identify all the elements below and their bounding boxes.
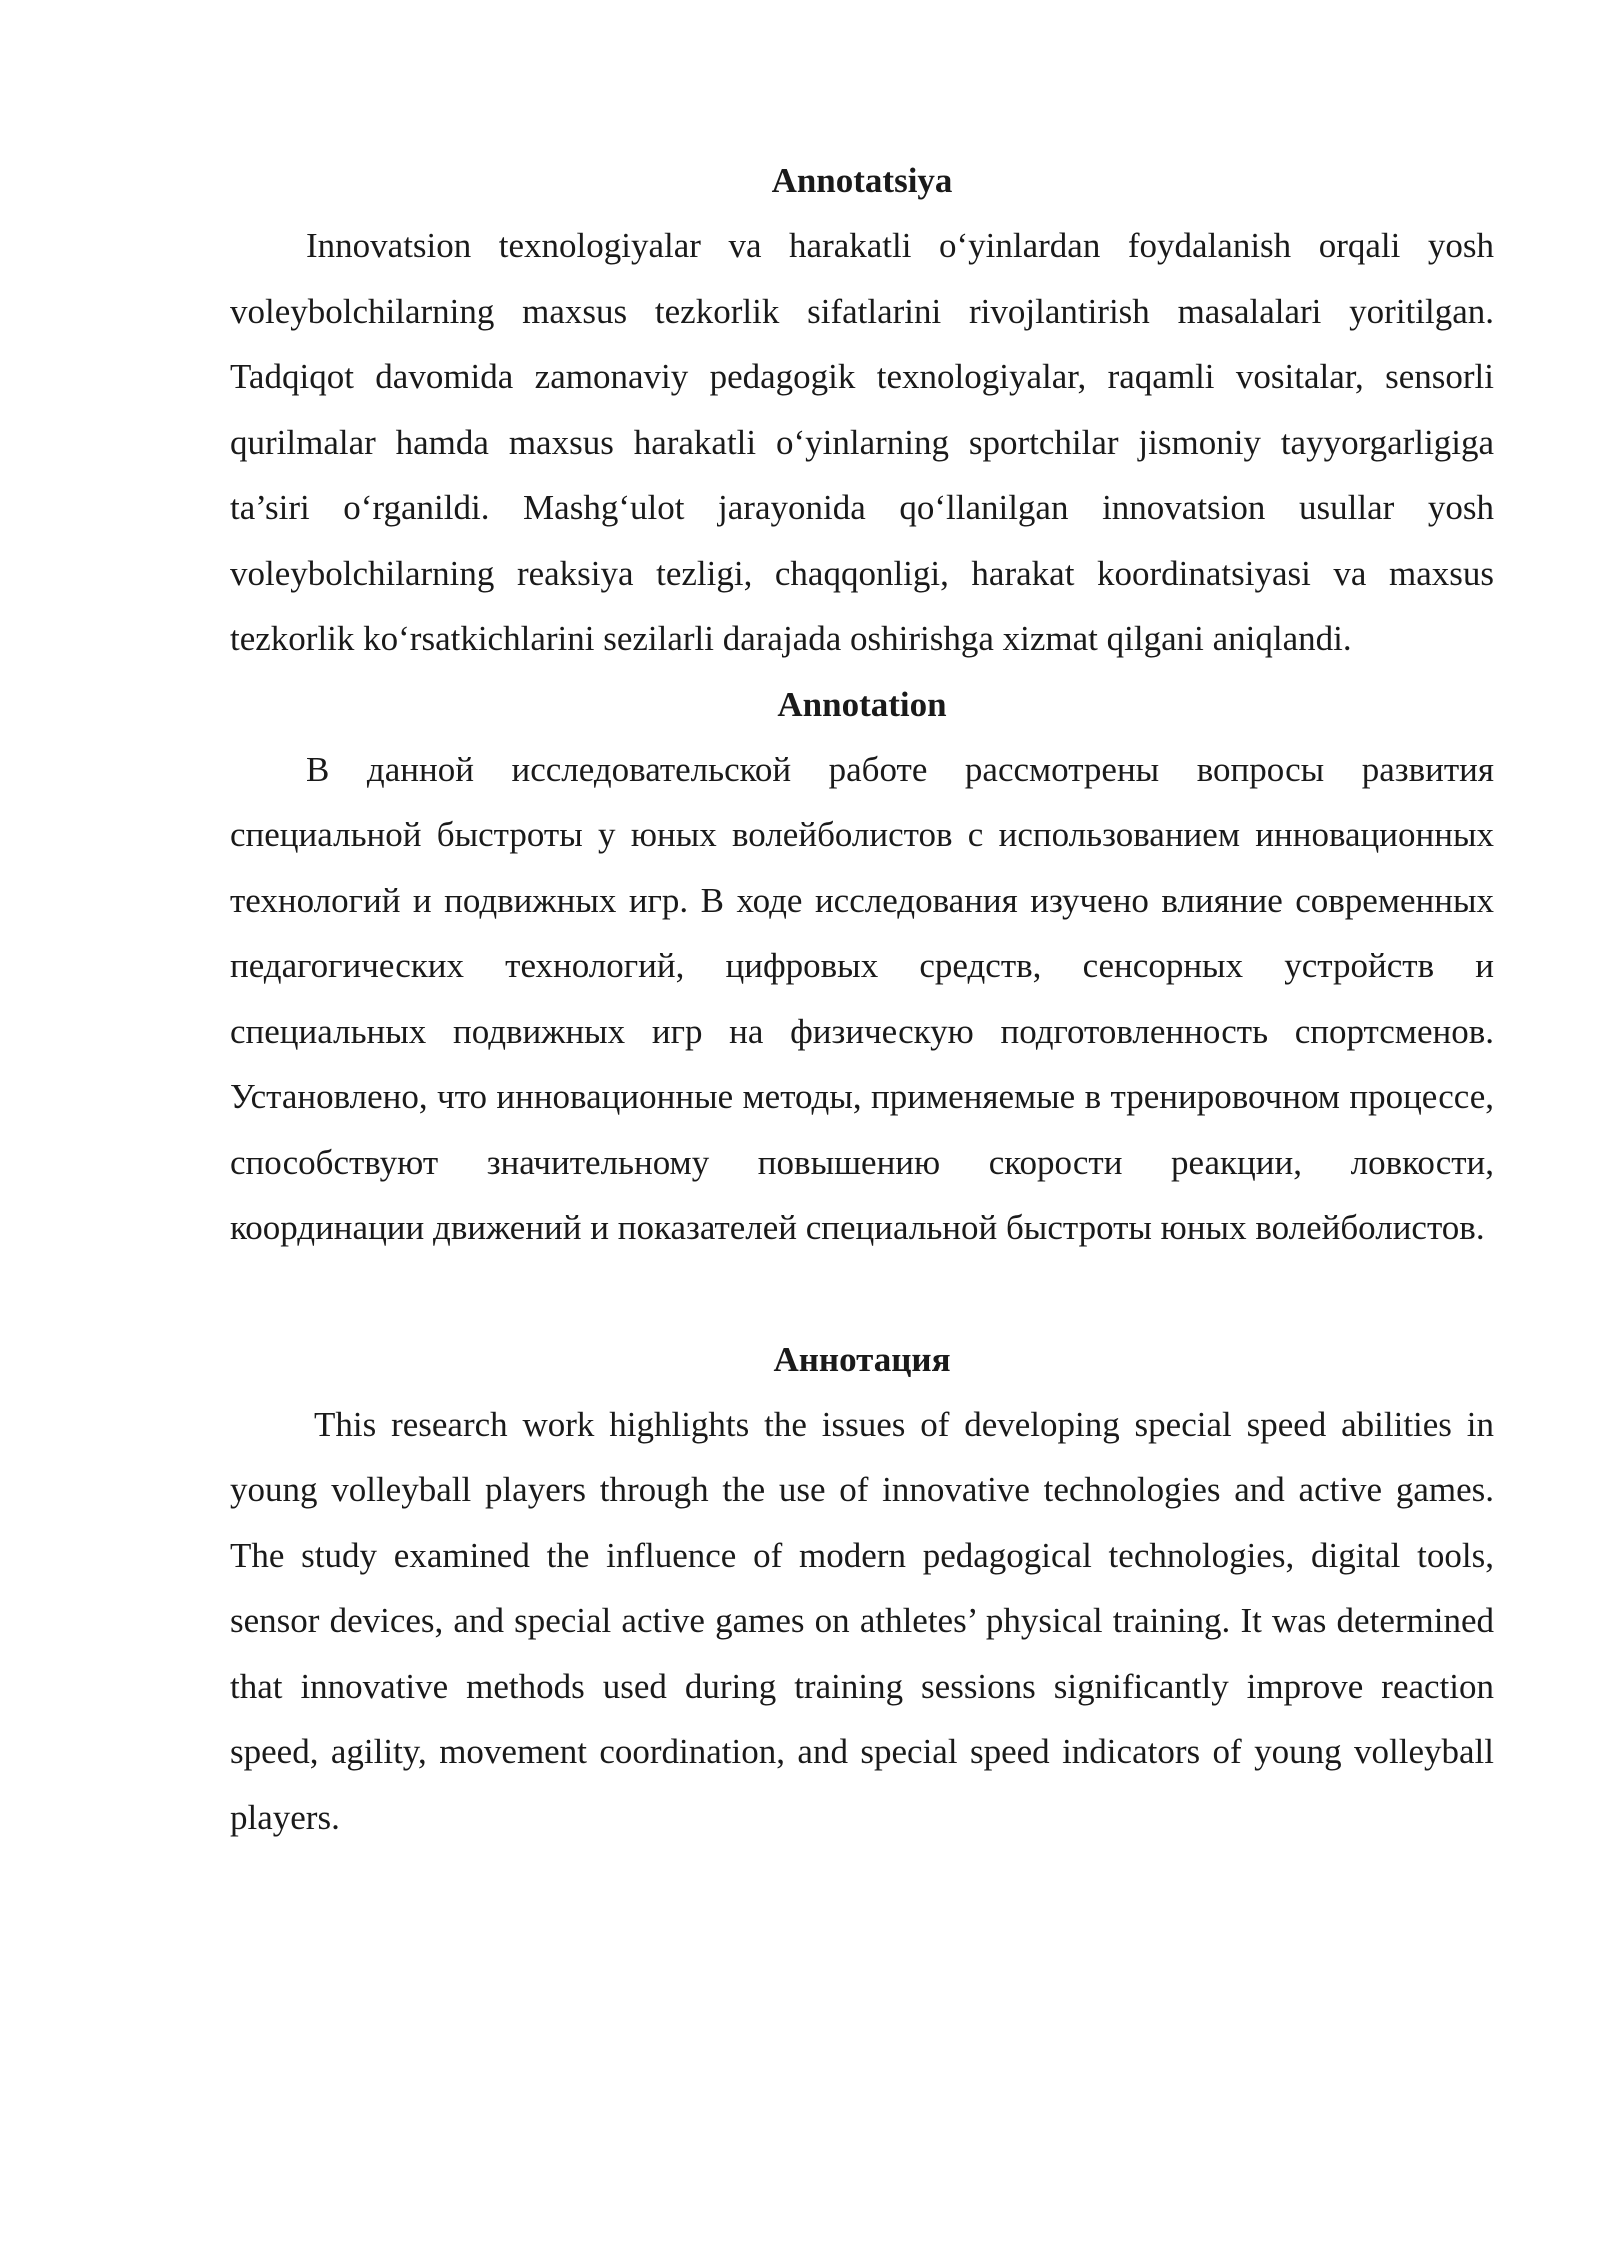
paragraph-english: This research work highlights the issues of developing special speed abilities in young volleyball players through the use of innovative technologies and active games. The study examined the influence of modern pedagogical technologies, digital tools, sensor devices, and special active games on athletes’ physical training. It was determined that innovative methods used during training sessions significantly improve reaction speed, agility, movement coordination, and special speed indicators of young volleyball players. [230, 1404, 1494, 1837]
paragraph-uzbek: Innovatsion texnologiyalar va harakatli o‘yinlardan foydalanish orqali yosh voleybolchilarning maxsus tezkorlik sifatlarini rivojlantirish masalalari yoritilgan. Tadqiqot davomida zamonaviy pedagogik texnologiyalar, raqamli vositalar, sensorli qurilmalar hamda maxsus harakatli o‘yinlarning sportchilar jismoniy tayyorgarligiga ta’siri o‘rganildi. Mashg‘ulot jarayonida qo‘llanilgan innovatsion usullar yosh voleybolchilarning reaksiya tezligi, chaqqonligi, harakat koordinatsiyasi va maxsus tezkorlik ko‘rsatkichlarini sezilarli darajada oshirishga xizmat qilgani aniqlandi. [230, 226, 1494, 658]
heading-annotatsiya-ru: Аннотация [773, 1339, 951, 1379]
heading-annotation: Annotation [777, 684, 947, 724]
document-page [230, 148, 1494, 1850]
section-spacer [230, 1261, 1494, 1327]
heading-annotatsiya: Annotatsiya [771, 161, 953, 200]
paragraph-russian: В данной исследовательской работе рассмотрены вопросы развития специальной быстроты у юных волейболистов с использованием инновационных технологий и подвижных игр. В ходе исследования изучено влияние современных педагогических технологий, цифровых средств, сенсорных устройств и специальных подвижных игр на физическую подготовленность спортсменов. Установлено, что инновационные методы, применяемые в тренировочном процессе, способствуют значительному повышению скорости реакции, ловкости, координации движений и показателей специальной быстроты юных волейболистов. [230, 749, 1494, 1247]
